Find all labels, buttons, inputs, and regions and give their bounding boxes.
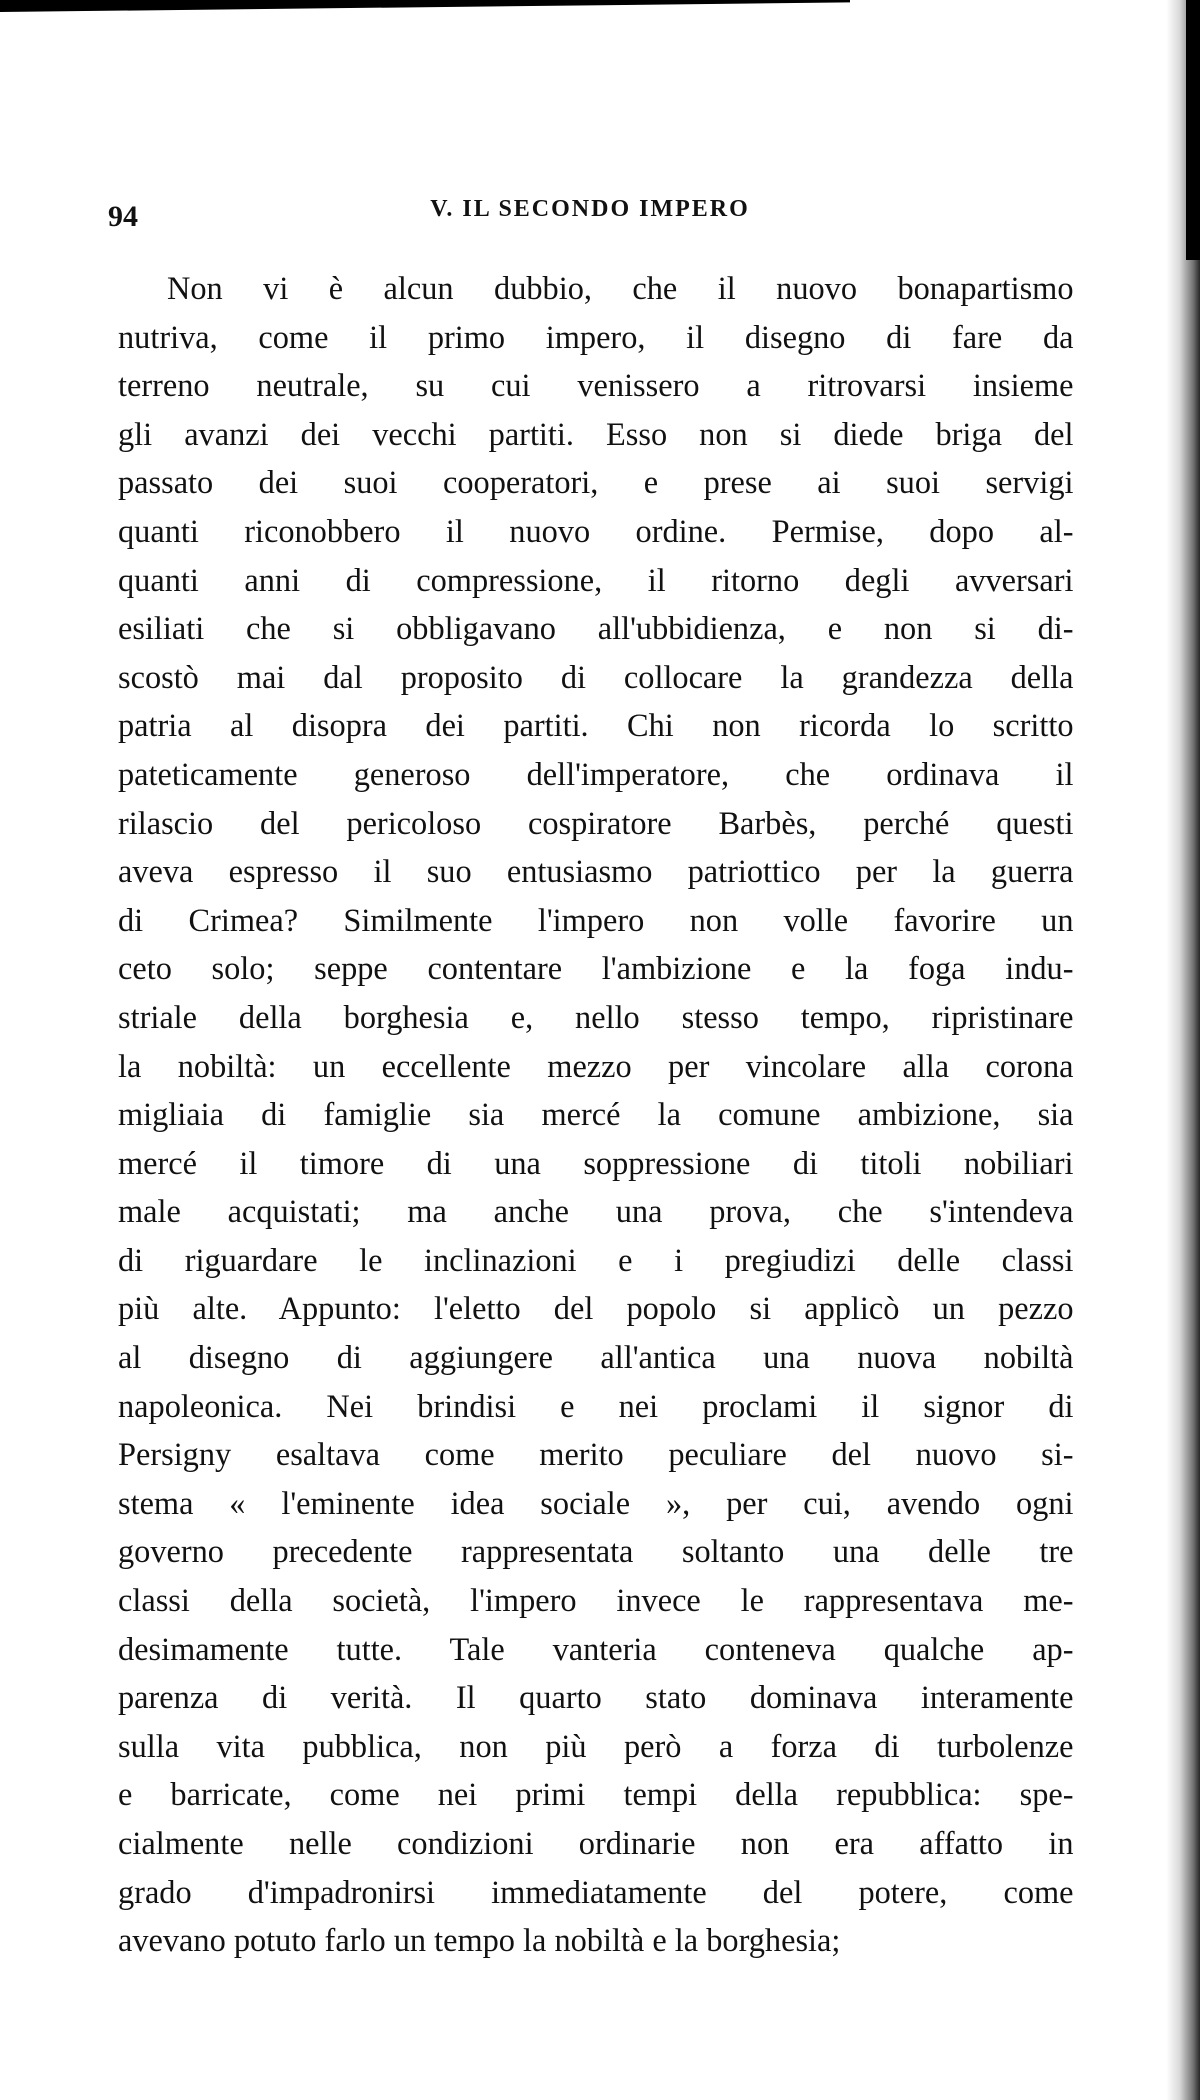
body-paragraph [118,265,1093,1966]
text-line: cialmente nelle condizioni ordinarie non era affatto in [118,1826,1074,1862]
text-line: governo precedente rappresentata soltanto una delle tre [118,1534,1074,1571]
text-line: pateticamente generoso dell'imperatore, che ordinava il [118,756,1074,793]
text-line: parenza di verità. Il quarto stato dominava interamente [118,1680,1074,1717]
text-line: grado d'impadronirsi immediatamente del potere, come [118,1874,1074,1911]
text-line: Non vi è alcun dubbio, che il nuovo bonapartismo [167,271,1074,307]
scan-top-border [0,0,850,12]
text-line: quanti anni di compressione, il ritorno degli avversari [118,562,1074,599]
text-line: e barricate, come nei primi tempi della repubblica: spe- [118,1777,1074,1814]
text-line: esiliati che si obbligavano all'ubbidienza, e non si di- [118,611,1074,648]
text-line: sulla vita pubblica, non più però a forza di turbolenze [118,1728,1074,1765]
scan-right-edge-shadow [1166,0,1200,2100]
text-line: migliaia di famiglie sia mercé la comune ambizione, sia [118,1097,1074,1134]
text-line: più alte. Appunto: l'eletto del popolo si applicò un pezzo [118,1291,1074,1328]
text-line: striale della borghesia e, nello stesso tempo, ripristinare [118,999,1074,1036]
text-line: di Crimea? Similmente l'impero non volle favorire un [118,902,1074,939]
text-line: di riguardare le inclinazioni e i pregiudizi delle classi [118,1242,1074,1279]
text-line: terreno neutrale, su cui venissero a ritrovarsi insieme [118,368,1074,405]
text-line: classi della società, l'impero invece le rappresentava me- [118,1583,1074,1620]
text-line: stema « l'eminente idea sociale », per cui, avendo ogni [118,1485,1074,1522]
page-number: 94 [108,200,138,233]
text-line: passato dei suoi cooperatori, e prese ai suoi servigi [118,465,1074,502]
text-line: rilascio del pericoloso cospiratore Barbès, perché questi [118,805,1074,842]
text-line: nutriva, come il primo impero, il disegno di fare da [118,319,1074,356]
text-line: napoleonica. Nei brindisi e nei proclami il signor di [118,1388,1074,1425]
running-head: V. IL SECONDO IMPERO [430,196,750,222]
text-line: desimamente tutte. Tale vanteria conteneva qualche ap- [118,1631,1074,1668]
text-line: al disegno di aggiungere all'antica una nuova nobiltà [118,1340,1074,1377]
text-line: gli avanzi dei vecchi partiti. Esso non si diede briga del [118,416,1074,453]
text-line: mercé il timore di una soppressione di titoli nobiliari [118,1145,1074,1182]
text-line: scostò mai dal proposito di collocare la grandezza della [118,659,1074,696]
text-line: avevano potuto farlo un tempo la nobiltà e la borghesia; [118,1923,841,1960]
scan-right-edge-dark [1186,0,1200,260]
text-line: quanti riconobbero il nuovo ordine. Permise, dopo al- [118,513,1074,550]
text-line: patria al disopra dei partiti. Chi non ricorda lo scritto [118,708,1074,745]
text-line: male acquistati; ma anche una prova, che s'intendeva [118,1194,1074,1231]
text-line: Persigny esaltava come merito peculiare del nuovo si- [118,1437,1074,1474]
text-line: la nobiltà: un eccellente mezzo per vincolare alla corona [118,1048,1074,1085]
text-line: ceto solo; seppe contentare l'ambizione e la foga indu- [118,951,1074,988]
text-line: aveva espresso il suo entusiasmo patriottico per la guerra [118,854,1074,891]
